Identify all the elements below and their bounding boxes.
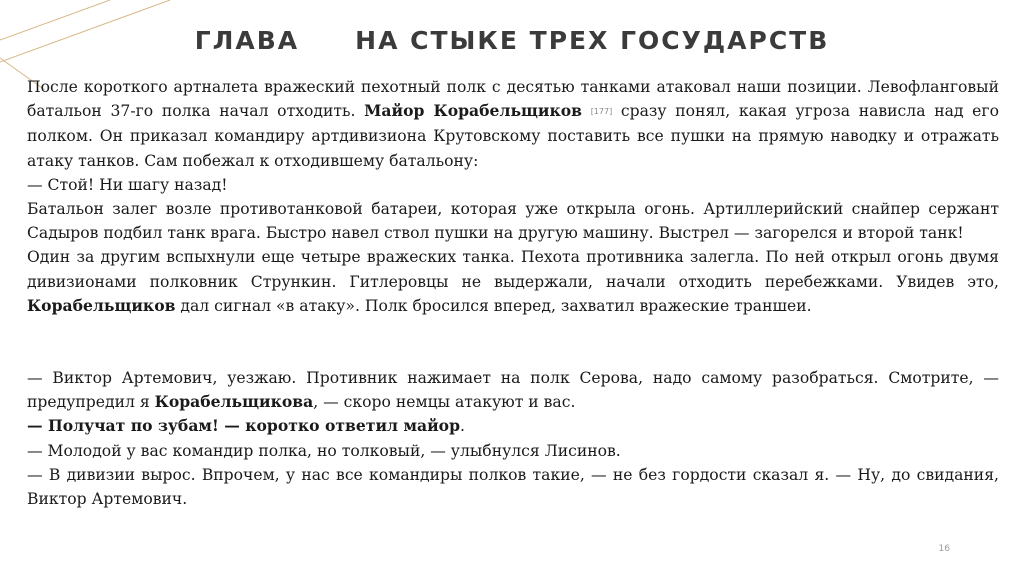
footnote-reference: [177]: [590, 107, 613, 117]
title-name: НА СТЫКЕ ТРЕХ ГОСУДАРСТВ: [355, 26, 830, 55]
paragraph: [27, 414, 999, 438]
text-run: После короткого артналета вражеский пехотный полк с десятью танками атаковал наши позиции. Левофланговый батальон 37-го полка начал отходить.: [27, 78, 999, 121]
page-title: [0, 26, 1024, 55]
text-run: Батальон залег возле противотанковой батареи, которая уже открыла огонь. Артиллерийский снайпер сержант Садыров подбил танк врага. Быстро навел ствол пушки на другую машину. Выстрел — загорелся и второй танк!: [27, 200, 999, 243]
title-chapter: ГЛАВА: [194, 26, 300, 55]
page-number: 16: [938, 544, 950, 554]
bold-text: — Получат по зубам! — коротко ответил майор: [27, 416, 460, 436]
paragraph: [27, 366, 999, 414]
text-run: , — скоро немцы атакуют и вас.: [313, 393, 576, 412]
paragraph: [27, 197, 999, 245]
paragraph: — Молодой у вас командир полка, но толковый, — улыбнулся Лисинов.: [27, 441, 621, 460]
text-run: — Виктор Артемович, уезжаю. Противник нажимает на полк Серова, надо самому разобраться. Смотрите, — предупредил я: [27, 369, 999, 412]
text-run: сразу понял, какая угроза нависла над его полком. Он приказал командиру артдивизиона Крутовскому поставить все пушки на прямую наводку и отражать атаку танков. Сам побежал к отходившему батальону:: [27, 102, 999, 170]
bold-text: Майор Корабельщиков: [364, 101, 582, 121]
paragraph: [27, 463, 999, 511]
paragraph: [27, 245, 999, 318]
paragraph: — Стой! Ни шагу назад!: [27, 175, 228, 194]
bold-text: Корабельщикова: [154, 392, 314, 412]
bold-text: Корабельщиков: [27, 295, 176, 315]
text-run: дал сигнал «в атаку». Полк бросился вперед, захватил вражеские траншеи.: [175, 296, 812, 315]
paragraph: [27, 75, 999, 173]
paragraph-gap: [27, 318, 999, 366]
text-run: .: [459, 417, 465, 436]
text-run: — В дивизии вырос. Впрочем, у нас все командиры полков такие, — не без гордости сказал я. — Ну, до свидания, Виктор Артемович.: [27, 465, 999, 509]
text-run: Один за другим вспыхнули еще четыре вражеских танка. Пехота противника залегла. По ней открыл огонь двумя дивизионами полковник Стрункин. Гитлеровцы не выдержали, начали отходить перебежками. Увидев это,: [27, 248, 999, 291]
document-body: [27, 75, 999, 511]
